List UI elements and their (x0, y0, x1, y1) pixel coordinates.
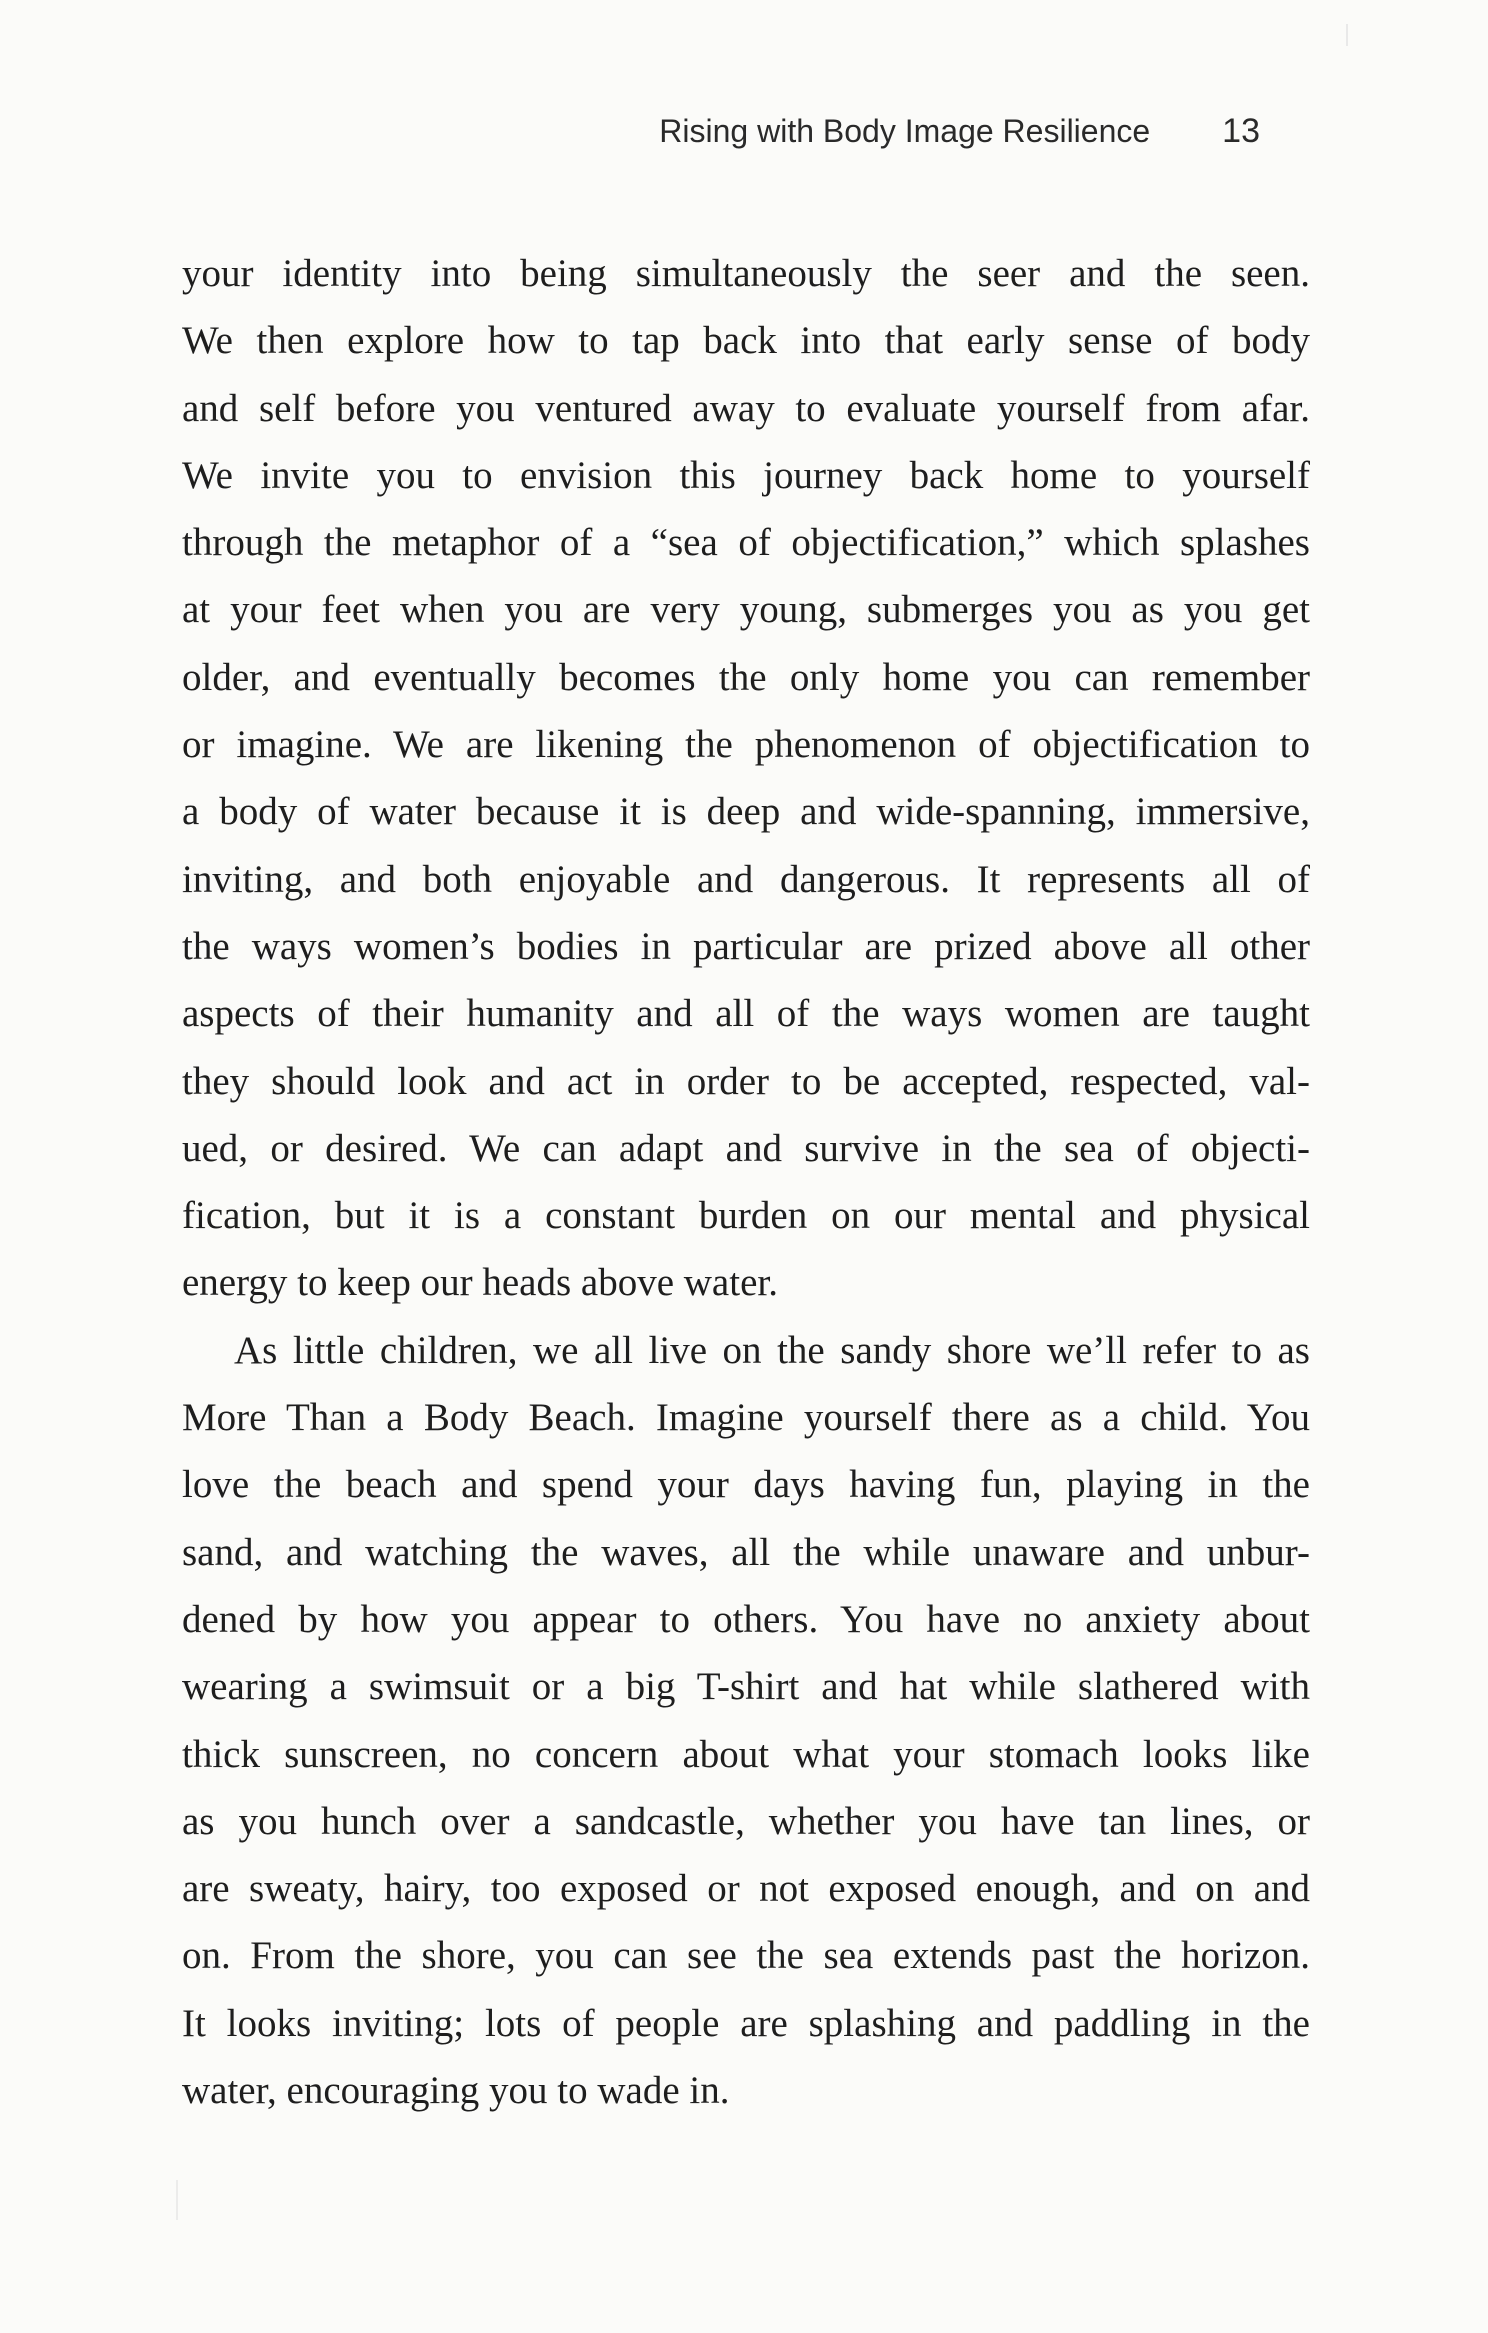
text-line: love the beach and spend your days having fun, playing in the (182, 1463, 1310, 1507)
text-line: your identity into being simultaneously the seer and the seen. (182, 252, 1310, 295)
text-line: energy to keep our heads above water. (182, 1261, 778, 1305)
text-line: or imagine. We are likening the phenomenon of objectification to (182, 723, 1310, 767)
text-line: through the metaphor of a “sea of objectification,” which splashes (182, 521, 1310, 565)
text-line: as you hunch over a sandcastle, whether you have tan lines, or (182, 1799, 1310, 1843)
text-line: More Than a Body Beach. Imagine yourself there as a child. You (182, 1396, 1310, 1440)
text-line: a body of water because it is deep and wide-spanning, immersive, (182, 790, 1310, 834)
text-line: fication, but it is a constant burden on our mental and physical (182, 1194, 1310, 1238)
text-line: We invite you to envision this journey back home to yourself (182, 453, 1310, 497)
text-line: wearing a swimsuit or a big T-shirt and hat while slathered with (182, 1665, 1310, 1709)
text-line: the ways women’s bodies in particular are prized above all other (182, 924, 1310, 968)
text-line: and self before you ventured away to evaluate yourself from afar. (182, 386, 1310, 430)
text-line: thick sunscreen, no concern about what your stomach looks like (182, 1732, 1310, 1776)
text-line: sand, and watching the waves, all the while unaware and unbur- (182, 1530, 1310, 1574)
text-line: on. From the shore, you can see the sea extends past the horizon. (182, 1934, 1310, 1978)
running-head (0, 112, 1260, 151)
text-line: As little children, we all live on the sandy shore we’ll refer to as (234, 1328, 1310, 1372)
page-number: 13 (1222, 112, 1260, 150)
text-line: ued, or desired. We can adapt and survive in the sea of objecti- (182, 1126, 1310, 1170)
scan-artifact (1346, 24, 1348, 46)
text-line: they should look and act in order to be accepted, respected, val- (182, 1059, 1310, 1103)
text-line: water, encouraging you to wade in. (182, 2069, 730, 2113)
text-line: older, and eventually becomes the only home you can remember (182, 655, 1310, 699)
running-head-title: Rising with Body Image Resilience (659, 113, 1151, 149)
scan-artifact (176, 2180, 178, 2220)
text-line: are sweaty, hairy, too exposed or not exposed enough, and on and (182, 1867, 1310, 1911)
body-text (182, 240, 1310, 2124)
text-line: It looks inviting; lots of people are splashing and paddling in the (182, 2001, 1310, 2045)
text-line: inviting, and both enjoyable and dangerous. It represents all of (182, 857, 1310, 901)
text-line: We then explore how to tap back into that early sense of body (182, 319, 1310, 363)
text-line: at your feet when you are very young, submerges you as you get (182, 588, 1310, 632)
text-line: dened by how you appear to others. You have no anxiety about (182, 1597, 1310, 1641)
text-line: aspects of their humanity and all of the ways women are taught (182, 992, 1310, 1036)
